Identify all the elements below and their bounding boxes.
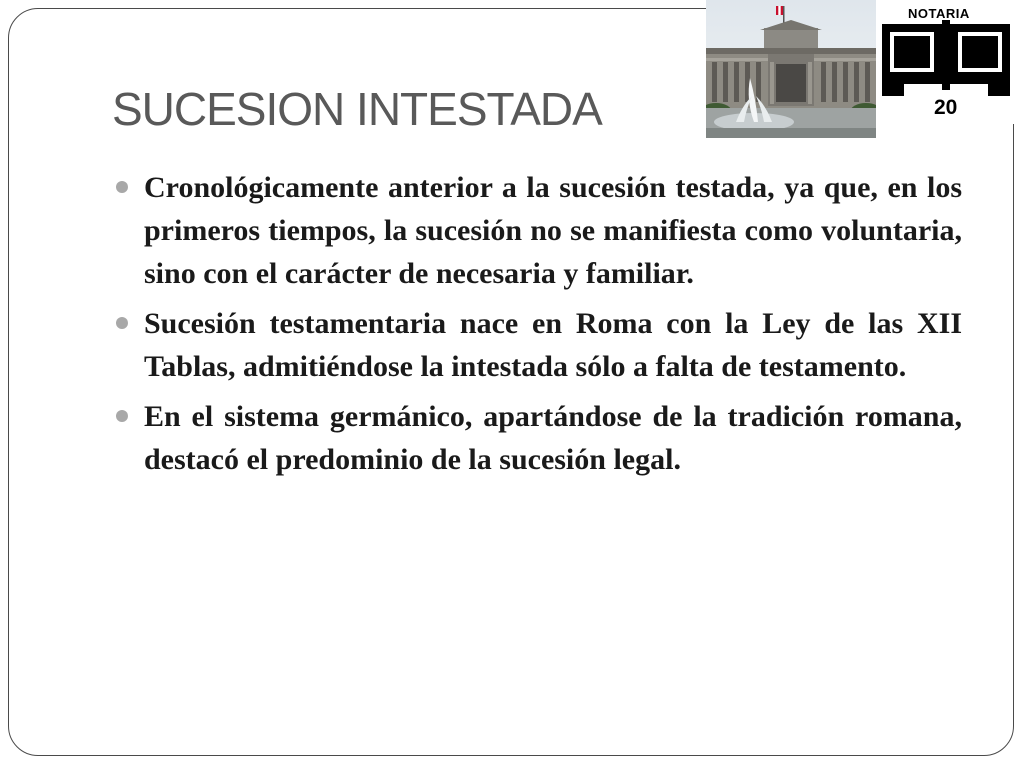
logo-label: NOTARIA xyxy=(908,6,970,21)
logo-number: 20 xyxy=(934,96,958,119)
bullet-item xyxy=(144,166,962,295)
slide-title: SUCESION INTESTADA xyxy=(112,83,602,135)
bullet-icon xyxy=(116,410,128,422)
bullet-list xyxy=(144,166,962,488)
bullet-icon xyxy=(116,181,128,193)
bullet-text: Sucesión testamentaria nace en Roma con la Ley de las XII Tablas, admitiéndose la intestada sólo a falta de testamento. xyxy=(144,307,962,383)
bullet-item xyxy=(144,302,962,388)
palace-of-justice-photo xyxy=(706,0,876,138)
bullet-icon xyxy=(116,317,128,329)
bullet-text: En el sistema germánico, apartándose de la tradición romana, destacó el predominio de la sucesión legal. xyxy=(144,400,962,476)
notaria-logo xyxy=(876,0,1024,124)
bullet-text: Cronológicamente anterior a la sucesión testada, ya que, en los primeros tiempos, la sucesión no se manifiesta como voluntaria, sino con el carácter de necesaria y familiar. xyxy=(144,171,962,290)
bullet-item xyxy=(144,395,962,481)
